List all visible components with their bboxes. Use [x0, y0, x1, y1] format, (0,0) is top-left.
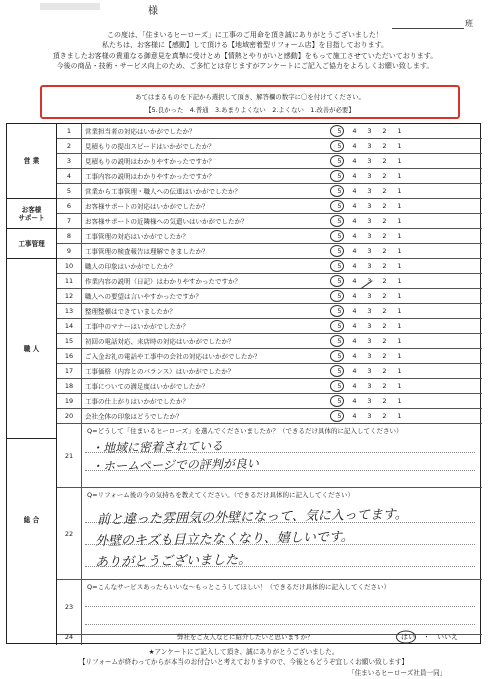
rating-option[interactable]: 1	[397, 232, 402, 240]
rating-option[interactable]: 4	[352, 247, 357, 255]
rating-option[interactable]: 2	[382, 397, 387, 405]
category-sales: 営 業	[7, 124, 57, 199]
intro-text	[12, 30, 478, 72]
selected-rating-circle	[330, 245, 344, 257]
rating-option[interactable]: 2	[382, 172, 387, 180]
selected-rating-circle	[330, 185, 344, 197]
survey-table	[6, 123, 481, 644]
question-prompt: Q=どうして「住まいるヒーローズ」を選んでくださいましたか？（できるだけ具体的に記入してください）	[87, 427, 403, 435]
rating-option[interactable]: 3	[367, 232, 372, 240]
rating-option[interactable]: 5	[337, 232, 342, 240]
question-number: 8	[57, 229, 82, 243]
question-text: お客様サポートの近隣様への気遣いはいかがでしたか？	[85, 217, 248, 226]
question-text: 営業担当者の対応はいかがでしたか？	[85, 127, 196, 136]
rating-option[interactable]: 3	[367, 247, 372, 255]
open-question-22	[57, 488, 482, 580]
question-text: 職人の印象はいかがでしたか？	[85, 262, 176, 271]
rating-option[interactable]: 5	[337, 247, 342, 255]
category-support: お客様 サポート	[7, 199, 57, 229]
rating-option[interactable]: 2	[382, 307, 387, 315]
rating-option[interactable]: 5	[337, 202, 342, 210]
selected-rating-circle	[330, 215, 344, 227]
rating-option[interactable]: 2	[382, 202, 387, 210]
selected-rating-circle	[330, 260, 344, 272]
rating-option[interactable]: 4	[352, 142, 357, 150]
selected-rating-circle	[330, 365, 344, 377]
question-number: 6	[57, 199, 82, 213]
rating-option[interactable]: 1	[397, 127, 402, 135]
rating-option[interactable]: 2	[382, 337, 387, 345]
question-number: 2	[57, 139, 82, 153]
rating-option[interactable]: 4	[352, 127, 357, 135]
rating-option[interactable]: 3	[367, 412, 372, 420]
selected-rating-circle	[330, 200, 344, 212]
question-number: 14	[57, 319, 82, 333]
footer	[6, 647, 481, 667]
question-number: 13	[57, 304, 82, 318]
question-number: 7	[57, 214, 82, 228]
rating-option[interactable]: 1	[397, 322, 402, 330]
intro-line: 私たちは、お客様に【感動】して頂ける【地域密着型リフォーム店】を目指しております。	[101, 41, 389, 50]
rating-option[interactable]: 1	[397, 382, 402, 390]
rating-option[interactable]: 3	[367, 277, 372, 285]
rating-option[interactable]: 4	[352, 232, 357, 240]
notice-line: あてはまるものを下記から選択して頂き、解答欄の数字に〇を付けてください。	[135, 93, 365, 101]
rating-option[interactable]: 1	[397, 352, 402, 360]
rating-option[interactable]: 1	[397, 262, 402, 270]
rating-option[interactable]: 4	[352, 307, 357, 315]
handwritten-answer: 外壁のキズも目立たなくなり、嬉しいです。	[94, 529, 354, 550]
question-text: 工事についての満足度はいかがでしたか？	[85, 382, 209, 391]
rating-option[interactable]: 5	[337, 307, 342, 315]
category-construction-mgmt: 工事管理	[7, 229, 57, 259]
question-row	[57, 334, 482, 349]
question-row	[57, 169, 482, 184]
question-number: 11	[57, 274, 82, 288]
rating-option[interactable]: 4	[352, 322, 357, 330]
rating-option[interactable]: 2	[382, 157, 387, 165]
rating-option[interactable]: 4	[352, 202, 357, 210]
rating-option[interactable]: 3	[367, 187, 372, 195]
rating-option[interactable]: 4	[352, 367, 357, 375]
selected-rating-circle	[330, 320, 344, 332]
question-row	[57, 139, 482, 154]
rating-option[interactable]: 3	[367, 367, 372, 375]
rating-option[interactable]: 4	[352, 172, 357, 180]
handwritten-answer: ・地域に密着されている	[90, 438, 224, 456]
rating-option[interactable]: 5	[337, 142, 342, 150]
rating-option[interactable]: 1	[397, 172, 402, 180]
customer-suffix: 様	[148, 6, 158, 17]
rating-option[interactable]: 5	[337, 172, 342, 180]
rating-option[interactable]: 5	[337, 127, 342, 135]
footer-message: 【リフォームが終わってからが本当のお付合いと考えておりますので、今後ともどうぞ宜しくお願い致します】	[78, 658, 409, 666]
rating-option[interactable]: 2	[382, 262, 387, 270]
rating-option[interactable]: 3	[367, 292, 372, 300]
selected-rating-circle	[330, 155, 344, 167]
question-number: 20	[57, 409, 82, 423]
rating-option[interactable]: 4	[352, 292, 357, 300]
selected-rating-circle	[330, 335, 344, 347]
question-row	[57, 394, 482, 409]
question-number: 5	[57, 184, 82, 198]
handwritten-answer: ありがとうございました。	[94, 552, 252, 571]
answer-yes[interactable]: はい	[401, 633, 415, 641]
question-row	[57, 199, 482, 214]
rating-option[interactable]: 5	[337, 262, 342, 270]
selected-rating-circle	[330, 305, 344, 317]
question-row	[57, 364, 482, 379]
rating-option[interactable]: 3	[367, 382, 372, 390]
rating-option[interactable]: 2	[382, 382, 387, 390]
question-row	[57, 274, 482, 289]
open-question-23	[57, 580, 482, 635]
rating-option[interactable]: 5	[337, 412, 342, 420]
footer-thanks: ★アンケートにご記入して頂き、誠にありがとうございました。	[148, 648, 339, 656]
rating-option[interactable]: 2	[382, 277, 387, 285]
question-text: お客様サポートの対応はいかがでしたか？	[85, 202, 209, 211]
question-number: 16	[57, 349, 82, 363]
question-number: 19	[57, 394, 82, 408]
selected-rating-circle	[330, 230, 344, 242]
question-number: 15	[57, 334, 82, 348]
question-number: 18	[57, 379, 82, 393]
rating-option[interactable]: 4	[352, 217, 357, 225]
selected-rating-circle	[330, 125, 344, 137]
question-row	[57, 229, 482, 244]
question-number: 10	[57, 259, 82, 273]
question-prompt: Q=リフォーム後の今の気持ちを教えてください。（できるだけ具体的に記入してください）	[87, 491, 354, 499]
rating-option[interactable]: 1	[397, 307, 402, 315]
question-number: 17	[57, 364, 82, 378]
question-row	[57, 289, 482, 304]
question-row	[57, 409, 482, 424]
rating-option[interactable]: 5	[337, 292, 342, 300]
rating-option[interactable]: 3	[367, 322, 372, 330]
rating-option[interactable]: 4	[352, 157, 357, 165]
rating-option[interactable]: 2	[382, 142, 387, 150]
question-row	[57, 214, 482, 229]
selected-rating-circle	[330, 350, 344, 362]
rating-option[interactable]: 3	[367, 307, 372, 315]
question-text: 工事中のマナーはいかがでしたか？	[85, 322, 189, 331]
rating-option[interactable]: 3	[367, 142, 372, 150]
question-row	[57, 304, 482, 319]
selected-rating-circle	[330, 275, 344, 287]
question-text: 初回の電話対応、来店時の対応はいかがでしたか？	[85, 337, 235, 346]
rating-option[interactable]: 4	[352, 412, 357, 420]
question-text: 工事の仕上がりはいかがでしたか？	[85, 397, 189, 406]
question-number: 22	[57, 488, 82, 579]
rating-option[interactable]: 3	[367, 172, 372, 180]
rating-option[interactable]: 2	[382, 187, 387, 195]
question-text: 工事価格（内容とのバランス）はいかがでしたか？	[85, 367, 235, 376]
rating-option[interactable]: 5	[337, 217, 342, 225]
answer-line	[85, 606, 475, 607]
rating-option[interactable]: 2	[382, 217, 387, 225]
rating-option[interactable]: 4	[352, 187, 357, 195]
rating-option[interactable]: 3	[367, 397, 372, 405]
rating-option[interactable]: 5	[337, 322, 342, 330]
question-row	[57, 349, 482, 364]
rating-option[interactable]: 2	[382, 367, 387, 375]
handwritten-answer: 前と違った雰囲気の外壁になって、気に入ってます。	[96, 507, 408, 528]
question-text: 工事内容の説明はわかりやすかったですか？	[85, 172, 215, 181]
redacted-customer-name	[40, 3, 100, 10]
question-text: 営業から工事管理・職人への伝達はいかがでしたか？	[85, 187, 241, 196]
selected-rating-circle	[330, 380, 344, 392]
rating-option[interactable]: 4	[352, 352, 357, 360]
question-text: 職人への要望は言いやすかったですか？	[85, 292, 202, 301]
rating-option[interactable]: 1	[397, 187, 402, 195]
question-text: ご入金お礼の電話や工事中の会社の対応はいかがでしたか？	[85, 352, 261, 361]
rating-option[interactable]: 2	[382, 247, 387, 255]
rating-option[interactable]: 4	[352, 262, 357, 270]
team-label: 班	[465, 19, 473, 28]
answer-no[interactable]: いいえ	[437, 633, 458, 641]
selected-rating-circle	[330, 395, 344, 407]
rating-option[interactable]: 1	[397, 412, 402, 420]
selected-rating-circle	[330, 170, 344, 182]
rating-option[interactable]: 5	[337, 352, 342, 360]
intro-line: この度は、「住まいるヒーローズ」に工事のご用命を頂き誠にありがとうございました！	[107, 31, 383, 39]
rating-option[interactable]: 5	[337, 382, 342, 390]
question-text: 整理整頓はできていましたか？	[85, 307, 176, 316]
question-row	[57, 319, 482, 334]
question-number: 1	[57, 124, 82, 138]
rating-instructions	[40, 85, 460, 119]
rating-option[interactable]: 1	[397, 277, 402, 285]
rating-option[interactable]: 4	[352, 277, 357, 285]
rating-option[interactable]: 1	[397, 217, 402, 225]
intro-line: 頂きましたお客様の貴重なる御意見を真摯に受けとめ【情熱とやりがいと感動】をもって施工させていただいております。	[52, 51, 438, 60]
rating-option[interactable]: 5	[337, 277, 342, 285]
rating-option[interactable]: 5	[337, 337, 342, 345]
rating-option[interactable]: 5	[337, 367, 342, 375]
rating-option[interactable]: 2	[382, 412, 387, 420]
rating-option[interactable]: 1	[397, 157, 402, 165]
question-row	[57, 154, 482, 169]
rating-option[interactable]: 2	[382, 292, 387, 300]
answer-separator: ・	[423, 633, 430, 641]
handwritten-answer: ・ホームページでの評判が良い	[90, 456, 259, 474]
rating-option[interactable]: 1	[397, 142, 402, 150]
rating-option[interactable]: 2	[382, 352, 387, 360]
question-text: 会社全体の印象はどうでしたか？	[85, 412, 183, 421]
question-text: 見積もりの提出スピードはいかがでしたか？	[85, 142, 215, 151]
rating-option[interactable]: 2	[382, 322, 387, 330]
question-24	[57, 629, 482, 645]
rating-option[interactable]: 3	[367, 127, 372, 135]
rating-option[interactable]: 1	[397, 367, 402, 375]
pen-mark	[355, 273, 372, 289]
question-text: 工事管理の対応はいかがでしたか？	[85, 232, 189, 241]
yes-circled-mark	[396, 631, 416, 644]
rating-option[interactable]: 1	[397, 247, 402, 255]
footer-signature: 「住まいるヒーローズ社員一同」	[348, 669, 447, 677]
rating-option[interactable]: 1	[397, 397, 402, 405]
question-row	[57, 184, 482, 199]
rating-option[interactable]: 4	[352, 382, 357, 390]
rating-option[interactable]: 1	[397, 337, 402, 345]
question-number: 3	[57, 154, 82, 168]
answer-line	[85, 624, 475, 625]
team-underline	[392, 28, 464, 29]
question-number: 23	[57, 580, 82, 634]
question-number: 12	[57, 289, 82, 303]
intro-line: 今後の商品・技術・サービス向上のため、ご多忙とは存じますがアンケートにご記入ご協力をよろしくお願い致します。	[56, 62, 434, 71]
notice-line: 【5.良かった 4.普通 3.あまりよくない 2.よくない 1.改善が必要】	[145, 106, 355, 114]
question-number: 21	[57, 424, 82, 487]
question-number: 4	[57, 169, 82, 183]
selected-rating-circle	[330, 290, 344, 302]
category-overall: 総 合	[7, 394, 57, 645]
rating-option[interactable]: 3	[367, 217, 372, 225]
question-number: 24	[57, 629, 82, 645]
question-row	[57, 244, 482, 259]
selected-rating-circle	[330, 410, 344, 422]
question-text: 作業内容の説明（日記）はわかりやすかったですか？	[85, 277, 241, 286]
rating-option[interactable]: 3	[367, 352, 372, 360]
rating-option[interactable]: 2	[382, 127, 387, 135]
rating-option[interactable]: 3	[367, 157, 372, 165]
question-row	[57, 124, 482, 139]
rating-option[interactable]: 3	[367, 202, 372, 210]
rating-option[interactable]: 2	[382, 232, 387, 240]
rating-option[interactable]: 4	[352, 337, 357, 345]
question-number: 9	[57, 244, 82, 258]
rating-option[interactable]: 5	[337, 397, 342, 405]
rating-option[interactable]: 1	[397, 292, 402, 300]
rating-option[interactable]: 3	[367, 337, 372, 345]
rating-option[interactable]: 1	[397, 202, 402, 210]
selected-rating-circle	[330, 140, 344, 152]
question-row	[57, 379, 482, 394]
rating-option[interactable]: 4	[352, 397, 357, 405]
question-prompt: Q=こんなサービスあったらいいな～もっとこうしてほしい！（できるだけ具体的に記入してください）	[87, 583, 390, 591]
rating-option[interactable]: 5	[337, 157, 342, 165]
category-craftsman: 職 人	[7, 259, 57, 439]
question-text: 弊社をご友人などに紹介したいと思いますか？	[177, 633, 314, 641]
question-text: 工事管理の検査報告は理解できましたか？	[85, 247, 209, 256]
rating-option[interactable]: 3	[367, 262, 372, 270]
question-text: 見積もりの説明はわかりやすかったですか？	[85, 157, 215, 166]
open-question-21	[57, 424, 482, 488]
rating-option[interactable]: 5	[337, 187, 342, 195]
question-row	[57, 259, 482, 274]
